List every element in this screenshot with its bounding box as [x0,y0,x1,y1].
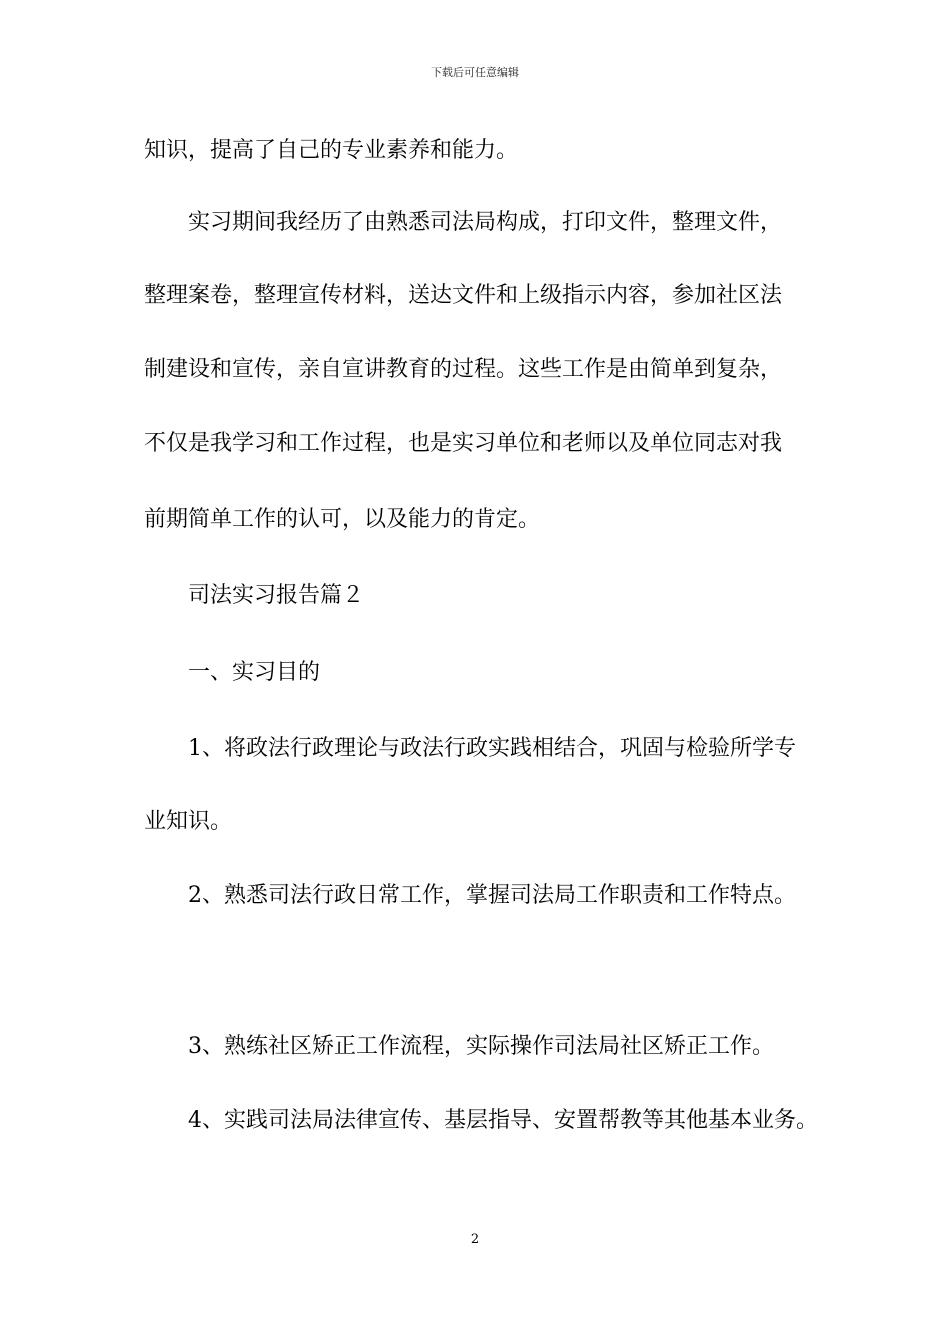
text-line: 整理案卷，整理宣传材料，送达文件和上级指示内容，参加社区法 [144,283,783,308]
page-number: 2 [470,1232,480,1247]
list-item: 2、熟悉司法行政日常工作，掌握司法局工作职责和工作特点。 [144,883,796,908]
text-line: 实习期间我经历了由熟悉司法局构成，打印文件，整理文件， [144,210,783,235]
section-heading: 一、实习目的 [144,660,321,685]
text-line: 知识，提高了自己的专业素养和能力。 [144,138,519,163]
list-item-continuation: 业知识。 [144,809,233,834]
text-line: 前期简单工作的认可，以及能力的肯定。 [144,507,541,532]
list-item: 1、将政法行政理论与政法行政实践相结合，巩固与检验所学专 [144,736,796,761]
section-title: 司法实习报告篇２ [144,583,365,608]
page-header: 下载后可任意编辑 [431,66,519,79]
text-line: 制建设和宣传，亲自宣讲教育的过程。这些工作是由简单到复杂， [144,357,783,382]
list-item: 4、实践司法局法律宣传、基层指导、安置帮教等其他基本业务。 [144,1108,818,1133]
text-line: 不仅是我学习和工作过程，也是实习单位和老师以及单位同志对我 [144,431,783,456]
list-item: 3、熟练社区矫正工作流程，实际操作司法局社区矫正工作。 [144,1034,774,1059]
